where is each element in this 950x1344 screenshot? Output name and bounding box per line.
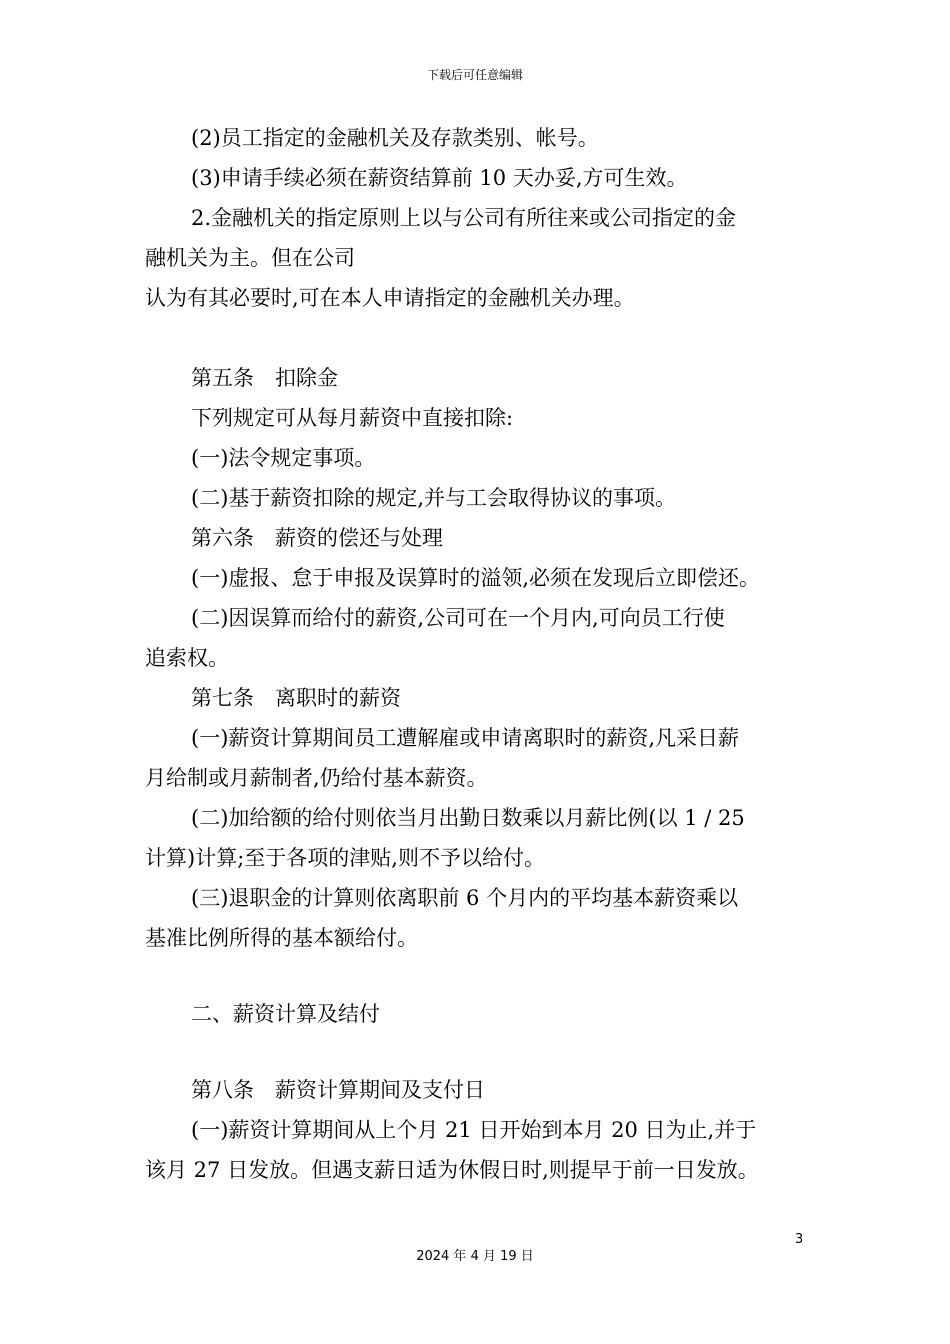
- paragraph-line: 认为有其必要时,可在本人申请指定的金融机关办理。: [145, 286, 635, 310]
- paragraph-line: 基准比例所得的基本额给付。: [145, 926, 418, 950]
- paragraph-line: (二)基于薪资扣除的规定,并与工会取得协议的事项。: [191, 486, 677, 510]
- blank-line: [145, 318, 815, 358]
- blank-line: [145, 1034, 815, 1070]
- page-header: 下载后可任意编辑: [426, 68, 523, 82]
- article-heading: 第五条 扣除金: [191, 366, 338, 390]
- paragraph-line: (二)因误算而给付的薪资,公司可在一个月内,可向员工行使: [191, 606, 725, 630]
- paragraph-line: (一)虚报、怠于申报及误算时的溢领,必须在发现后立即偿还。: [191, 566, 761, 590]
- section-heading: 二、薪资计算及结付: [191, 1002, 380, 1026]
- paragraph-line: 计算)计算;至于各项的津贴,则不予以给付。: [145, 846, 545, 870]
- article-heading: 第七条 离职时的薪资: [191, 686, 401, 710]
- paragraph-line: 该月 27 日发放。但遇支薪日适为休假日时,则提早于前一日发放。: [145, 1158, 759, 1182]
- document-body: [145, 118, 815, 1190]
- paragraph-line: (2)员工指定的金融机关及存款类别、帐号。: [191, 126, 599, 150]
- paragraph-line: (一)薪资计算期间员工遭解雇或申请离职时的薪资,凡采日薪: [191, 726, 740, 750]
- paragraph-line: (二)加给额的给付则依当月出勤日数乘以月薪比例(以 1 / 25: [191, 806, 745, 830]
- paragraph-line: 追索权。: [145, 646, 229, 670]
- paragraph-line: (3)申请手续必须在薪资结算前 10 天办妥,方可生效。: [191, 166, 688, 190]
- paragraph-line: 2.金融机关的指定原则上以与公司有所往来或公司指定的金: [191, 206, 737, 230]
- page-number: 3: [795, 1232, 804, 1247]
- paragraph-line: 月给制或月薪制者,仍给付基本薪资。: [145, 766, 488, 790]
- paragraph-line: 融机关为主。但在公司: [145, 246, 355, 270]
- blank-line: [145, 958, 815, 994]
- paragraph-line: (一)法令规定事项。: [191, 446, 376, 470]
- paragraph-line: (三)退职金的计算则依离职前 6 个月内的平均基本薪资乘以: [191, 886, 739, 910]
- article-heading: 第八条 薪资计算期间及支付日: [191, 1078, 485, 1102]
- article-heading: 第六条 薪资的偿还与处理: [191, 526, 443, 550]
- paragraph-line: (一)薪资计算期间从上个月 21 日开始到本月 20 日为止,并于: [191, 1118, 757, 1142]
- page-footer-date: 2024 年 4 月 19 日: [416, 1249, 534, 1264]
- paragraph-line: 下列规定可从每月薪资中直接扣除:: [191, 406, 514, 430]
